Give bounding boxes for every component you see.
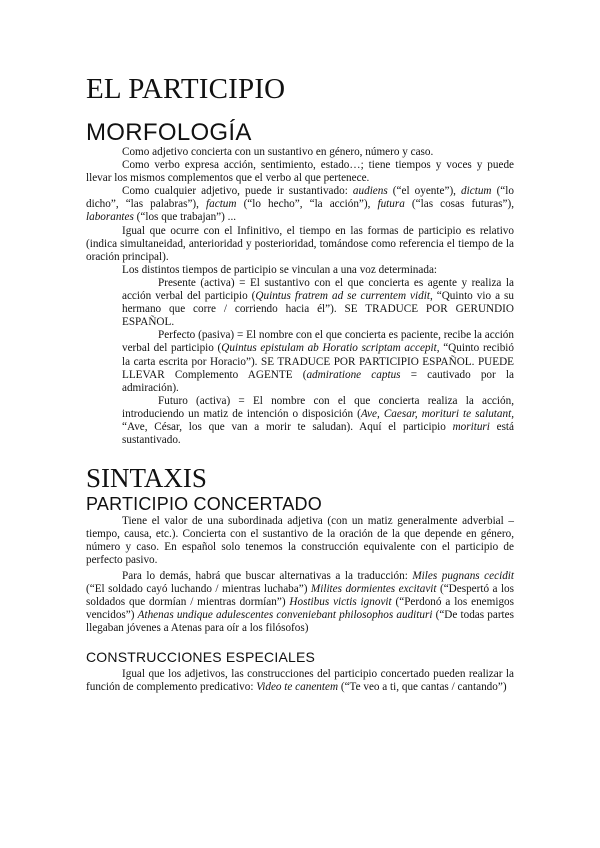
paragraph-subordinada-adjetiva: Tiene el valor de una subordinada adjetiva (con un matiz generalmente adverbial –tiempo, causa, etc.). Concierta con el sustantivo de la oración de la que depende en género, número y caso. En español solo tenemos la construcción equivalente con el participio de perfecto pasivo. xyxy=(86,515,514,567)
paragraph-perfecto: Perfecto (pasiva) = El nombre con el que concierta es paciente, recibe la acción verbal del participio (Quintus epistulam ab Horatio scriptam accepit, “Quinto recibió la carta escrita por Horacio”). SE TRADUCE POR PARTICIPIO ESPAÑOL. PUEDE LLEVAR Complemento AGENTE (admiratione captus = cautivado por la admiración). xyxy=(122,329,515,394)
paragraph-sustantivado: Como cualquier adjetivo, puede ir sustantivado: audiens (“el oyente”), dictum (“lo dicho”, “las palabras”), factum (“lo hecho”, “la acción”), futura (“las cosas futuras”), laborantes (“los que trabajan”) ... xyxy=(86,185,514,224)
document-body xyxy=(86,72,514,694)
section-heading-sintaxis: SINTAXIS xyxy=(86,463,207,494)
paragraph-alternativas-traduccion: Para lo demás, habrá que buscar alternativas a la traducción: Miles pugnans cecidit (“El soldado cayó luchando / mientras luchaba”) Milites dormientes excitavit (“Despertó a los soldados que dormían / mientras dormían”) Hostibus victis ignovit (“Perdonó a los enemigos vencidos”) Athenas undique adulescentes conveniebant philosophos audituri (“De todas partes llegaban jóvenes a Atenas para oír a los filósofos) xyxy=(86,569,515,634)
subsection-heading-construcciones-especiales: CONSTRUCCIONES ESPECIALES xyxy=(86,649,316,665)
paragraph-tiempo-relativo: Igual que ocurre con el Infinitivo, el tiempo en las formas de participio es relativo (indica simultaneidad, anterioridad y posterioridad, tomándose como referencia el tiempo de la oración principal). xyxy=(86,224,514,263)
paragraph-complemento-predicativo: Igual que los adjetivos, las construcciones del participio concertado pueden realizar la función de complemento predicativo: Video te canentem (“Te veo a ti, que cantas / cantando”) xyxy=(86,668,514,694)
paragraph-verbo: Como verbo expresa acción, sentimiento, estado…; tiene tiempos y voces y puede llevar los mismos complementos que el verbo al que pertenece. xyxy=(86,159,514,185)
paragraph-tiempos-voz: Los distintos tiempos de participio se vinculan a una voz determinada: xyxy=(122,263,438,276)
document-title: EL PARTICIPIO xyxy=(86,73,286,105)
paragraph-futuro: Futuro (activa) = El nombre con el que concierta realiza la acción, introduciendo un matiz de intención o disposición (Ave, Caesar, morituri te salutant, “Ave, César, los que van a morir te saludan). Aquí el participio morituri está sustantivado. xyxy=(122,394,514,447)
paragraph-presente: Presente (activa) = El sustantivo con el que concierta es agente y realiza la acción verbal del participio (Quintus fratrem ad se currentem vidit, “Quinto vio a su hermano que corre / corriendo hacia él”). SE TRADUCE POR GERUNDIO ESPAÑOL. xyxy=(122,276,514,329)
paragraph-adjetivo: Como adjetivo concierta con un sustantivo en género, número y caso. xyxy=(122,146,434,158)
section-heading-morfologia: MORFOLOGÍA xyxy=(86,119,252,146)
subsection-heading-participio-concertado: PARTICIPIO CONCERTADO xyxy=(86,494,322,515)
